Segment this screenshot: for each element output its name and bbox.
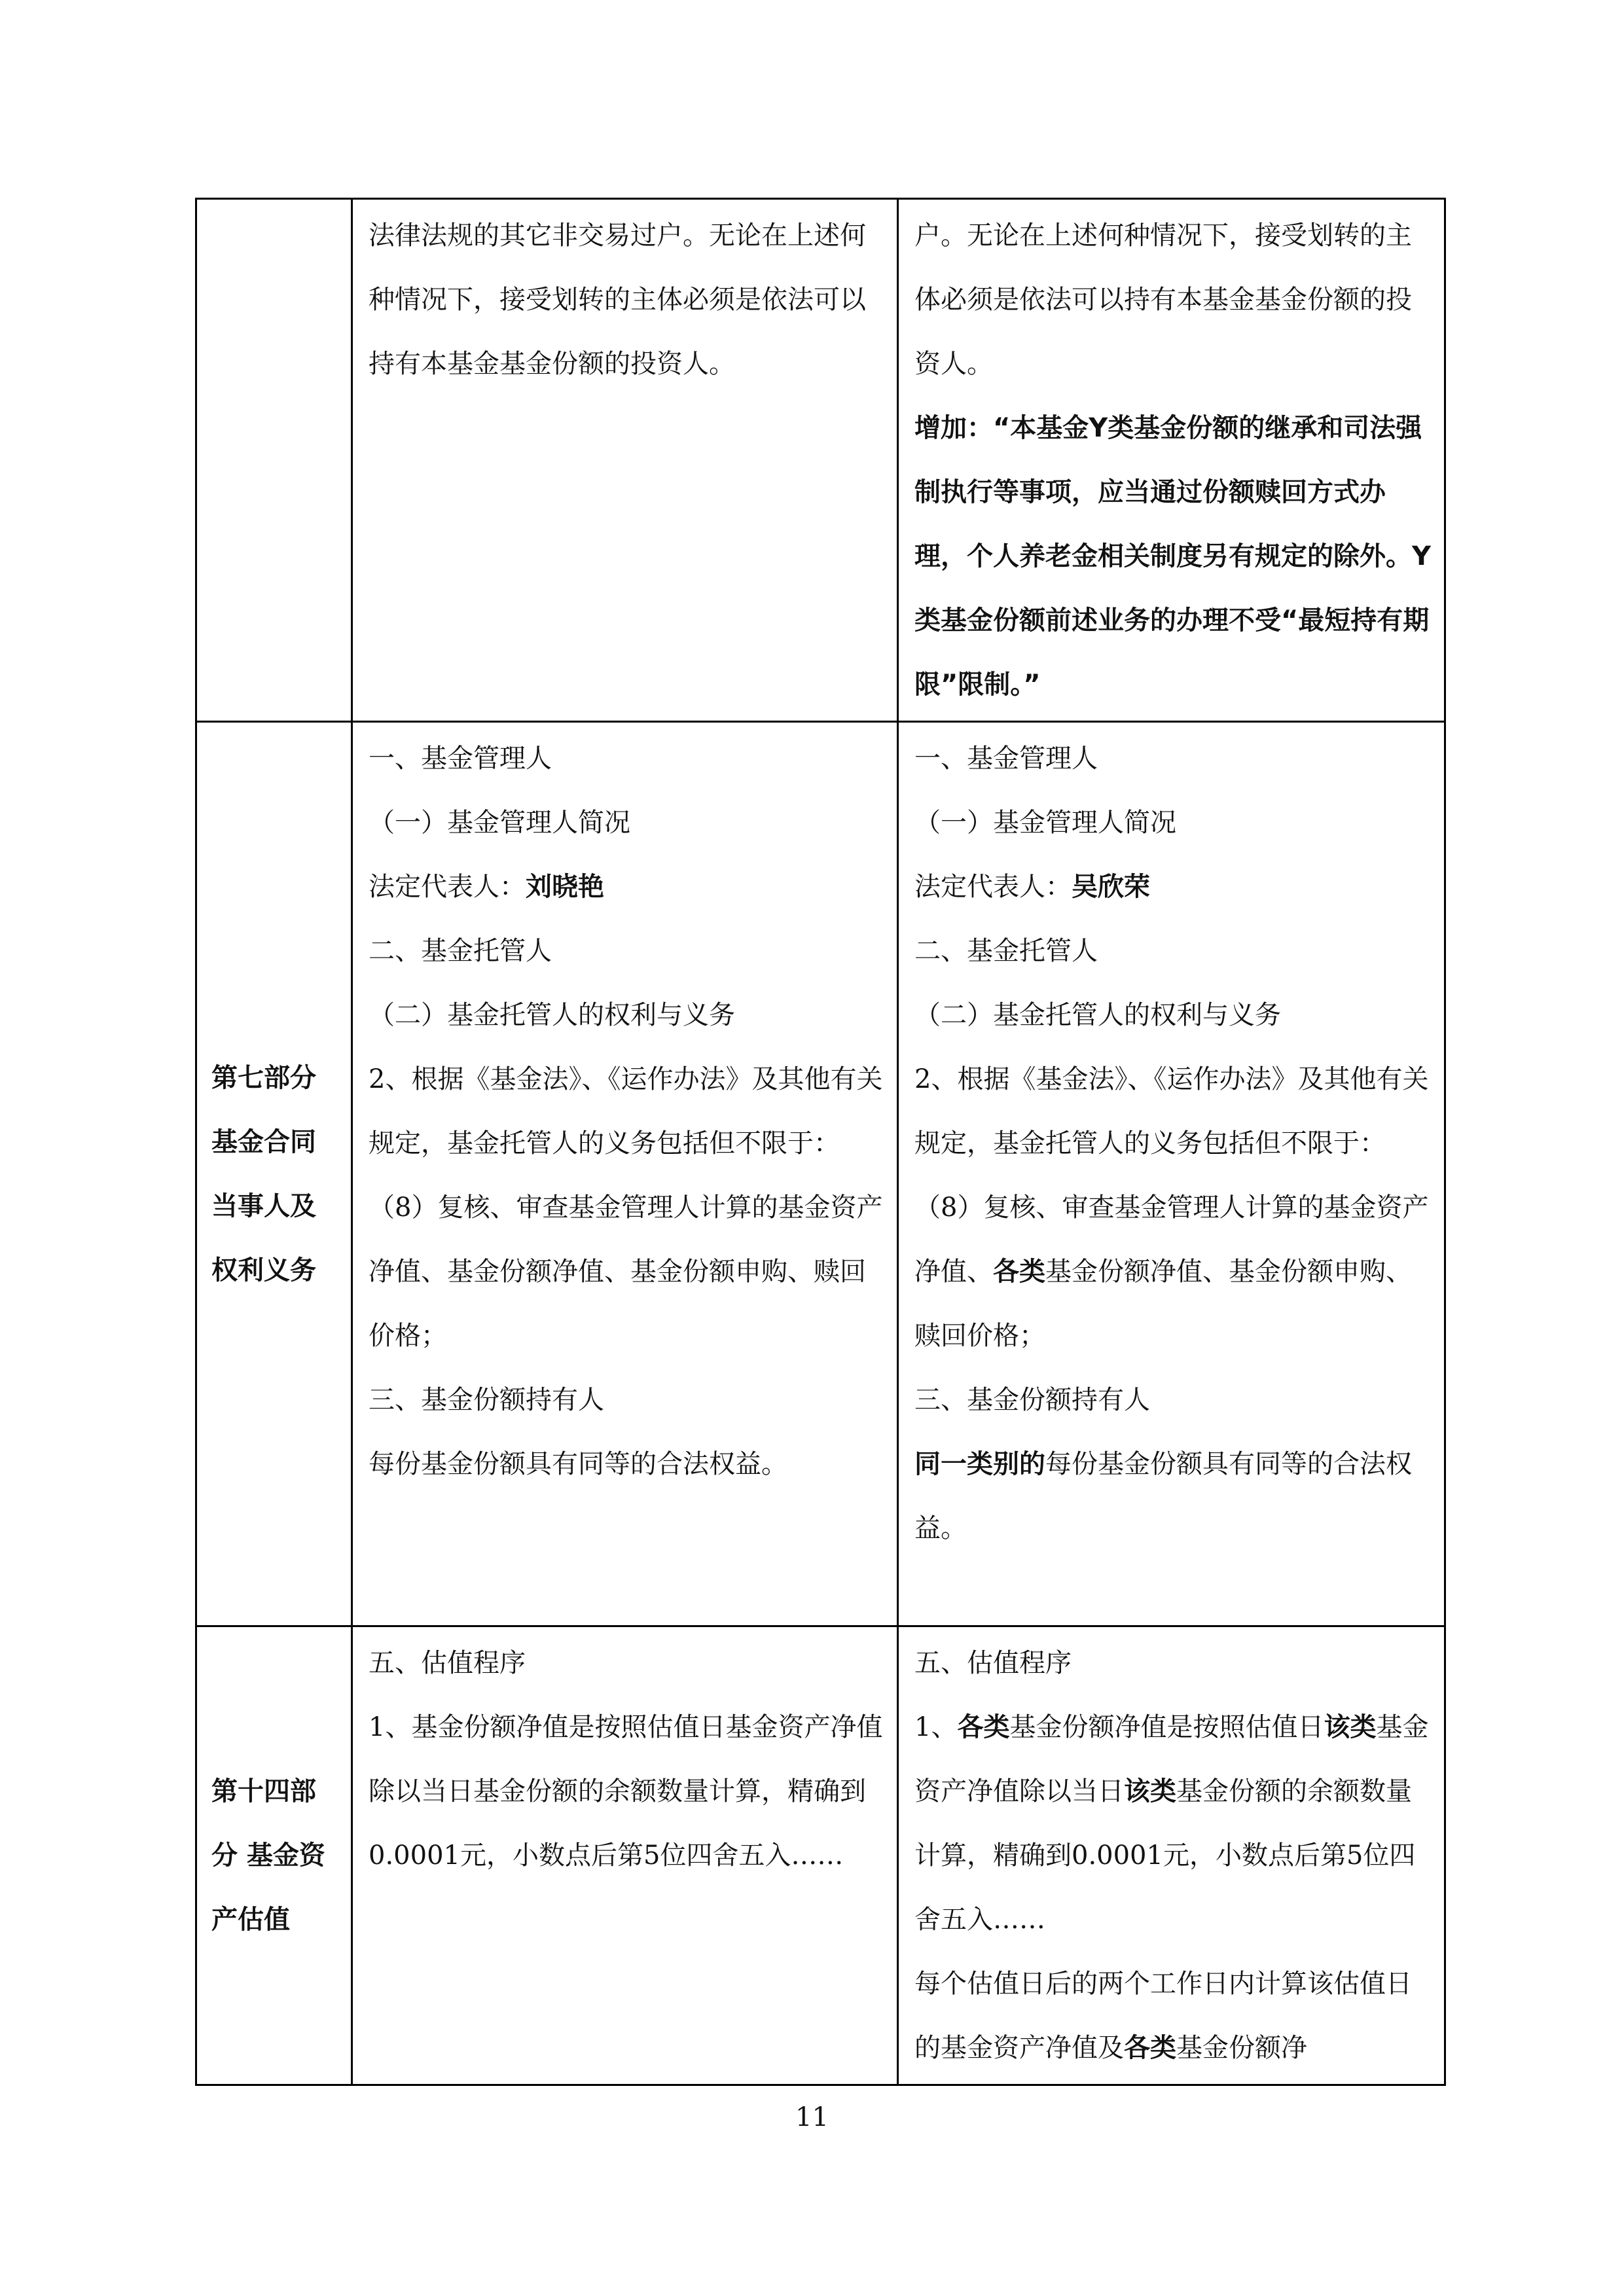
revised-paragraph bbox=[914, 1432, 1431, 1560]
original-text-cell bbox=[352, 1626, 898, 2085]
section-cell bbox=[196, 199, 352, 722]
revised-text-cell bbox=[898, 199, 1445, 722]
text-run: 基金份额净值是按照估值日 bbox=[1009, 1712, 1324, 1742]
revised-paragraph: （二）基金托管人的权利与义务 bbox=[914, 1000, 1281, 1030]
text-run: 每个估值日后的两个工作日内计算该估值日的基金资产净值及 bbox=[914, 1969, 1412, 2063]
revised-paragraph bbox=[914, 1175, 1431, 1368]
comparison-table bbox=[195, 198, 1446, 2086]
original-paragraph: （一）基金管理人简况 bbox=[369, 808, 630, 838]
table-row bbox=[196, 722, 1445, 1626]
page-number: 11 bbox=[795, 2102, 829, 2132]
section-cell: 第十四部分 基金资产估值 bbox=[196, 1626, 352, 2085]
text-run: （8）复核、审查基金管理人计算的基金资产净值、 bbox=[914, 1193, 1429, 1287]
changed-text: 各类 bbox=[957, 1712, 1010, 1742]
original-paragraph: 一、基金管理人 bbox=[369, 744, 552, 774]
original-paragraph: 2、根据《基金法》、《运作办法》及其他有关规定，基金托管人的义务包括但不限于： bbox=[369, 1064, 883, 1158]
revised-paragraph bbox=[914, 1695, 1431, 1952]
revised-paragraph: 二、基金托管人 bbox=[914, 936, 1098, 966]
original-text-cell bbox=[352, 199, 898, 722]
original-paragraph: （8）复核、审查基金管理人计算的基金资产净值、基金份额净值、基金份额申购、赎回价格； bbox=[369, 1193, 883, 1351]
legal-rep-label: 法定代表人： bbox=[369, 872, 526, 902]
revised-paragraph: 三、基金份额持有人 bbox=[914, 1385, 1150, 1415]
revised-paragraph: 2、根据《基金法》、《运作办法》及其他有关规定，基金托管人的义务包括但不限于： bbox=[914, 1064, 1429, 1158]
revised-paragraph bbox=[914, 855, 1431, 919]
text-run: 基金份额净值、基金份额申购、赎回价格； bbox=[914, 1257, 1412, 1351]
section-cell: 第七部分基金合同当事人及权利义务 bbox=[196, 722, 352, 1626]
legal-rep-name: 刘晓艳 bbox=[526, 872, 604, 902]
legal-rep-label: 法定代表人： bbox=[914, 872, 1072, 902]
original-paragraph: 1、基金份额净值是按照估值日基金资产净值除以当日基金份额的余额数量计算，精确到0.0001元，小数点后第5位四舍五入…… bbox=[369, 1712, 883, 1871]
text-run: 每份基金份额具有同等的合法权益。 bbox=[914, 1449, 1412, 1543]
original-paragraph: 三、基金份额持有人 bbox=[369, 1385, 604, 1415]
text-run: 基金份额的余额数量计算，精确到0.0001元，小数点后第5位四舍五入…… bbox=[914, 1776, 1416, 1935]
changed-text: 各类 bbox=[993, 1257, 1045, 1287]
revised-paragraph: 户。无论在上述何种情况下，接受划转的主体必须是依法可以持有本基金基金份额的投资人。 bbox=[914, 221, 1412, 379]
original-paragraph: 二、基金托管人 bbox=[369, 936, 552, 966]
original-paragraph bbox=[369, 855, 884, 919]
changed-text: 各类 bbox=[1124, 2033, 1176, 2063]
original-text-cell bbox=[352, 722, 898, 1626]
text-run: 1、 bbox=[914, 1712, 958, 1742]
text-run: 基金资产净值除以当日 bbox=[914, 1712, 1429, 1806]
revised-paragraph: 一、基金管理人 bbox=[914, 744, 1098, 774]
legal-rep-name: 吴欣荣 bbox=[1072, 872, 1150, 902]
table-row bbox=[196, 1626, 1445, 2085]
text-run: 基金份额净 bbox=[1176, 2033, 1307, 2063]
changed-text: 该类 bbox=[1124, 1776, 1176, 1806]
added-clause: 增加：“本基金Y类基金份额的继承和司法强制执行等事项，应当通过份额赎回方式办理，个人养老金相关制度另有规定的除外。Y类基金份额前述业务的办理不受“最短持有期限”限制。” bbox=[914, 413, 1431, 700]
changed-text: 该类 bbox=[1324, 1712, 1377, 1742]
revised-paragraph: （一）基金管理人简况 bbox=[914, 808, 1176, 838]
changed-text: 同一类别的 bbox=[914, 1449, 1045, 1479]
table-row bbox=[196, 199, 1445, 722]
original-paragraph: 五、估值程序 bbox=[369, 1648, 526, 1678]
revised-text-cell bbox=[898, 1626, 1445, 2085]
revised-text-cell bbox=[898, 722, 1445, 1626]
revised-paragraph: 五、估值程序 bbox=[914, 1648, 1072, 1678]
original-paragraph: 法律法规的其它非交易过户。无论在上述何种情况下，接受划转的主体必须是依法可以持有本基金基金份额的投资人。 bbox=[369, 221, 866, 379]
original-paragraph: 每份基金份额具有同等的合法权益。 bbox=[369, 1449, 787, 1479]
original-paragraph: （二）基金托管人的权利与义务 bbox=[369, 1000, 735, 1030]
revised-paragraph bbox=[914, 1952, 1431, 2080]
